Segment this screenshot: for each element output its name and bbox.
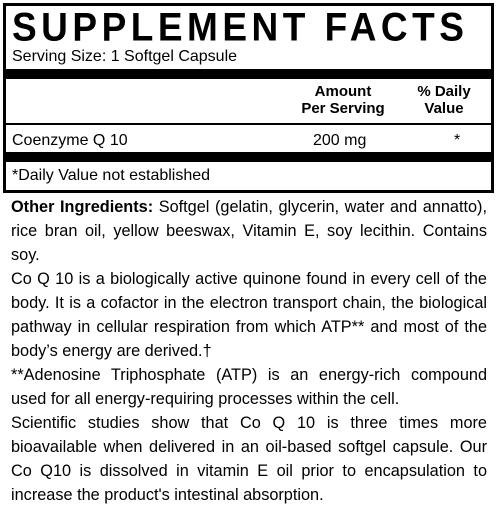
- serving-size: Serving Size: 1 Softgel Capsule: [12, 48, 238, 65]
- daily-value-header: [404, 83, 484, 117]
- daily-value-header-line2: Value: [424, 100, 464, 117]
- other-ingredients-paragraph: [11, 195, 487, 267]
- divider-thick-bottom: [6, 152, 491, 162]
- panel-title: SUPPLEMENT FACTS: [12, 4, 469, 50]
- bioavailability-paragraph: Scientific studies show that Co Q 10 is three times more bioavailable when delivered in an oil-based softgel capsule. Our Co Q10 is dissolved in vitamin E oil prior to encapsulation to increase the product's intestinal absorption.: [11, 414, 487, 504]
- coq10-description: Co Q 10 is a biologically active quinone found in every cell of the body. It is a cofactor in the electron transport chain, the biological pathway in cellular respiration from which ATP** and most of the body’s energy are derived.†: [11, 270, 487, 360]
- ingredients-text: [11, 195, 487, 507]
- divider-thick: [6, 69, 491, 79]
- daily-value-footnote: *Daily Value not established: [12, 167, 211, 184]
- nutrient-daily-value: *: [454, 132, 461, 149]
- nutrient-name: Coenzyme Q 10: [12, 132, 128, 149]
- daily-value-header-line1: % Daily: [417, 83, 471, 100]
- amount-header: [288, 83, 398, 117]
- nutrient-amount: 200 mg: [313, 132, 367, 149]
- supplement-facts-panel: [3, 3, 494, 193]
- amount-header-line2: Per Serving: [301, 100, 385, 117]
- atp-footnote: **Adenosine Triphosphate (ATP) is an energy-rich compound used for all energy-requiring processes within the cell.: [11, 366, 487, 408]
- other-ingredients-text: Softgel (gelatin, glycerin, water and annatto), rice bran oil, yellow beeswax, Vitamin E, soy lecithin. Contains soy.: [11, 198, 487, 264]
- divider-thin: [6, 123, 491, 125]
- other-ingredients-label: Other Ingredients:: [11, 198, 154, 216]
- amount-header-line1: Amount: [314, 83, 372, 100]
